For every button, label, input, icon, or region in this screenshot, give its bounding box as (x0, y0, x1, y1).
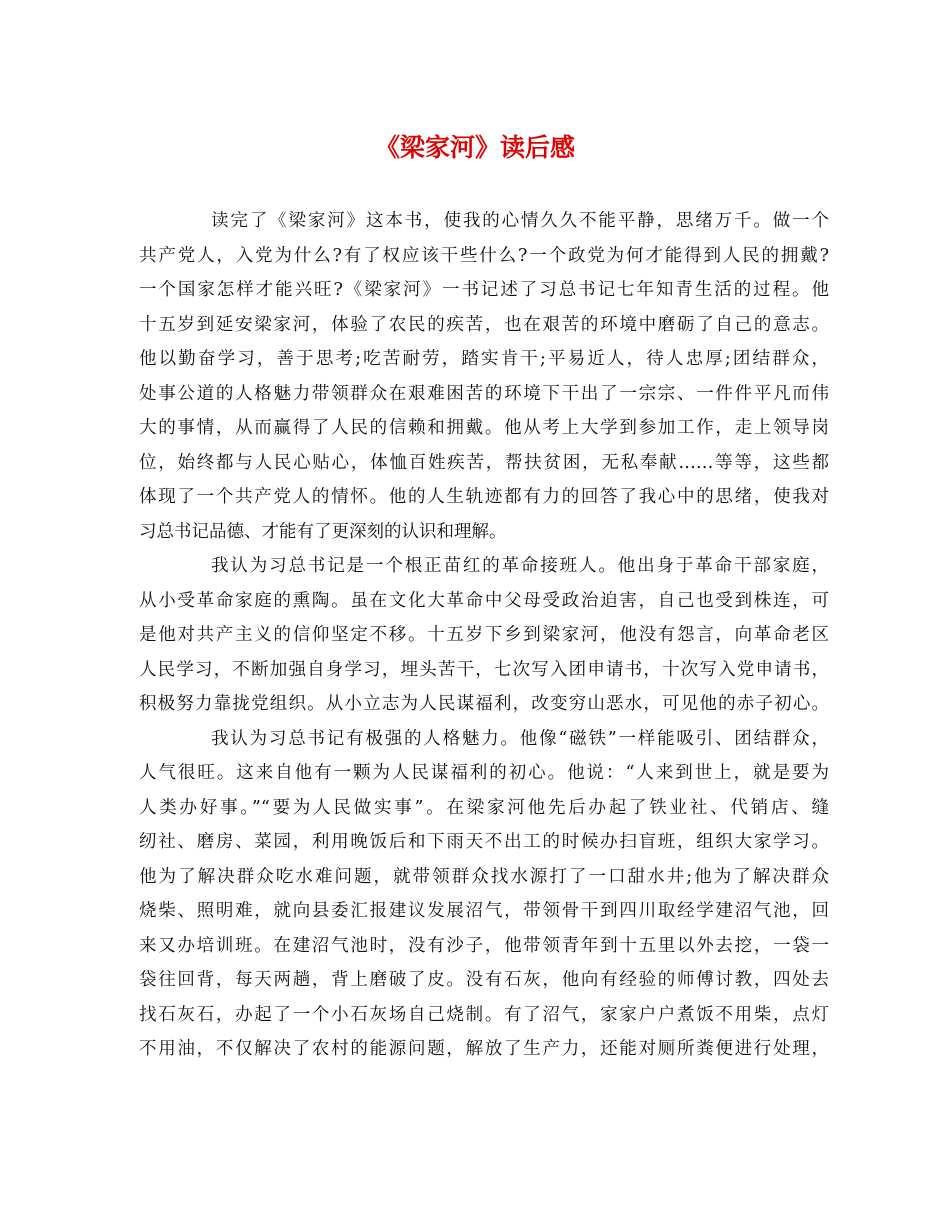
paragraph (139, 549, 829, 722)
paragraph (139, 204, 829, 549)
text-line: 共产党人，入党为什么?有了权应该干些什么?一个政党为何才能得到人民的拥戴? (139, 245, 829, 266)
text-line: 十五岁到延安梁家河，体验了农民的疾苦，也在艰苦的环境中磨砺了自己的意志。 (139, 314, 829, 335)
text-line: 烧柴、照明难，就向县委汇报建议发展沼气，带领骨干到四川取经学建沼气池，回 (139, 901, 829, 921)
document-body (139, 204, 829, 1067)
text-line: 一个国家怎样才能兴旺?《梁家河》一书记述了习总书记七年知青生活的过程。他 (139, 280, 829, 300)
text-line: 袋往回背，每天两趟，背上磨破了皮。没有石灰，他向有经验的师傅讨教，四处去 (139, 970, 829, 990)
paragraph (139, 722, 829, 1067)
text-line: 不用油，不仅解决了农村的能源问题，解放了生产力，还能对厕所粪便进行处理， (139, 1039, 829, 1059)
text-line: 位，始终都与人民心贴心，体恤百姓疾苦，帮扶贫困，无私奉献……等等，这些都 (139, 452, 829, 473)
text-line: 习总书记品德、才能有了更深刻的认识和理解。 (139, 521, 507, 542)
text-line: 人民学习，不断加强自身学习，埋头苦干，七次写入团申请书，十次写入党申请书， (139, 659, 829, 680)
text-line: 找石灰石，办起了一个小石灰场自己烧制。有了沼气，家家户户煮饭不用柴，点灯 (139, 1004, 829, 1025)
text-line: 他以勤奋学习，善于思考;吃苦耐劳，踏实肯干;平易近人，待人忠厚;团结群众， (139, 349, 829, 369)
text-line: 来又办培训班。在建沼气池时，没有沙子，他带领青年到十五里以外去挖，一袋一 (139, 935, 829, 956)
text-line: 积极努力靠拢党组织。从小立志为人民谋福利，改变穷山恶水，可见他的赤子初心。 (139, 694, 829, 714)
text-line: 处事公道的人格魅力带领群众在艰难困苦的环境下干出了一宗宗、一件件平凡而伟 (139, 383, 829, 404)
text-line: 读完了《梁家河》这本书，使我的心情久久不能平静，思绪万千。做一个 (211, 211, 829, 231)
text-line: 纫社、磨房、菜园，利用晚饭后和下雨天不出工的时候办扫盲班，组织大家学习。 (139, 832, 829, 852)
text-line: 他为了解决群众吃水难问题，就带领群众找水源打了一口甜水井;他为了解决群众 (139, 866, 829, 887)
text-line: 人气很旺。这来自他有一颗为人民谋福利的初心。他说：“人来到世上，就是要为 (139, 763, 829, 783)
text-line: 大的事情，从而赢得了人民的信赖和拥戴。他从考上大学到参加工作，走上领导岗 (139, 418, 829, 438)
text-line: 是他对共产主义的信仰坚定不移。十五岁下乡到梁家河，他没有怨言，向革命老区 (139, 625, 829, 645)
text-line: 我认为习总书记是一个根正苗红的革命接班人。他出身于革命干部家庭， (211, 556, 829, 576)
text-line: 体现了一个共产党人的情怀。他的人生轨迹都有力的回答了我心中的思绪，使我对 (139, 487, 829, 507)
document-title: 《梁家河》读后感 (374, 133, 575, 162)
text-line: 我认为习总书记有极强的人格魅力。他像“磁铁”一样能吸引、团结群众， (211, 728, 829, 749)
text-line: 人类办好事。”“要为人民做实事”。在梁家河他先后办起了铁业社、代销店、缝 (139, 797, 829, 818)
text-line: 从小受革命家庭的熏陶。虽在文化大革命中父母受政治迫害，自己也受到株连，可 (139, 590, 829, 611)
